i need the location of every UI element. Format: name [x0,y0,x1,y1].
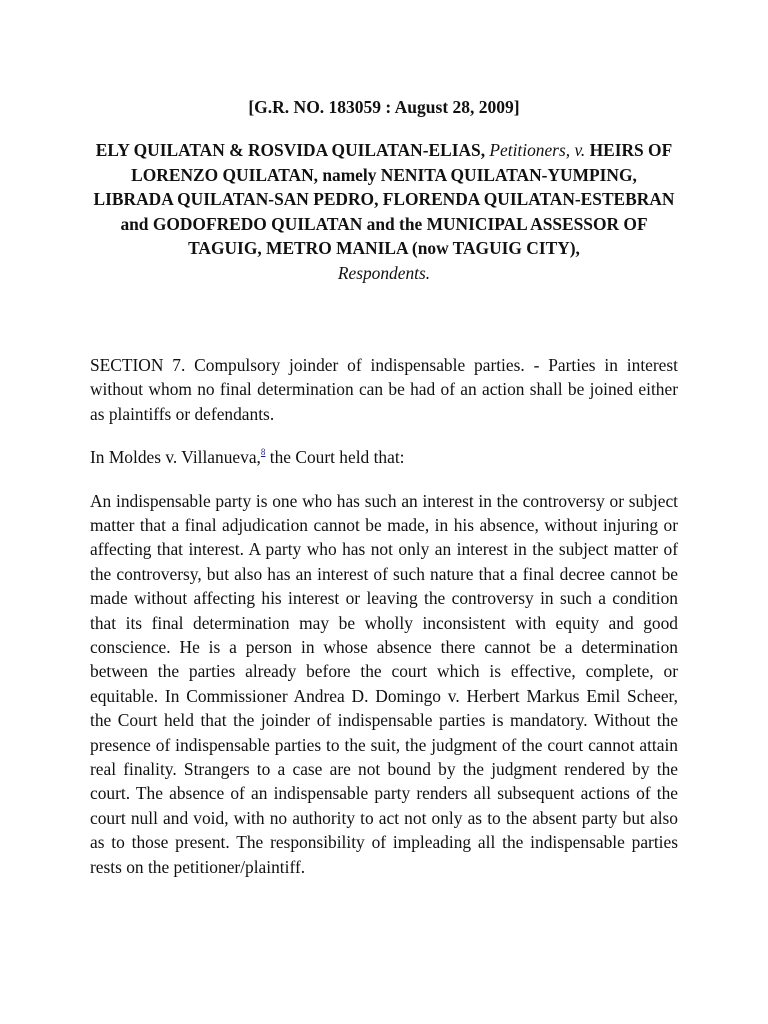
case-number-heading: [G.R. NO. 183059 : August 28, 2009] [248,97,520,117]
moldes-intro-paragraph [90,445,678,470]
intro-text: In Moldes v. Villanueva, [90,447,261,468]
section-7-paragraph: SECTION 7. Compulsory joinder of indispensable parties. - Parties in interest without whom no final determination can be had of an action shall be joined either as plaintiffs or defendants. [90,354,678,424]
footnote-8-link[interactable]: 8 [260,447,266,458]
respondents-names: HEIRS OF LORENZO QUILATAN, namely NENITA QUILATAN-YUMPING, LIBRADA QUILATAN-SAN PEDRO, FLORENDA QUILATAN-ESTEBRAN and GODOFREDO QUILATAN and the MUNICIPAL ASSESSOR OF TAGUIG, METRO MANILA (now TAGUIG CITY), [93,140,675,259]
intro-text-end: the Court held that: [265,447,405,468]
versus-label: v. [574,140,586,160]
respondents-label: Respondents. [337,262,431,283]
quoted-paragraph: An indispensable party is one who has such an interest in the controversy or subject matter that a final adjudication cannot be made, in his absence, without injuring or affecting that interest. A party who has not only an interest in the subject matter of the controversy, but also has an interest of such nature that a final decree cannot be made without affecting his interest or leaving the controversy in such a condition that its final determination may be wholly inconsistent with equity and good conscience. He is a person in whose absence there cannot be a determination between the parties already before the court which is effective, complete, or equitable. In Commissioner Andrea D. Domingo v. Herbert Markus Emil Scheer, the Court held that the joinder of indispensable parties is mandatory. Without the presence of indispensable parties to the suit, the judgment of the court cannot attain real finality. Strangers to a case are not bound by the judgment rendered by the court. The absence of an indispensable party renders all subsequent actions of the court null and void, with no authority to act not only as to the absent party but also as to those present. The responsibility of impleading all the indispensable parties rests on the petitioner/plaintiff. [90,490,678,877]
petitioners-names: ELY QUILATAN & ROSVIDA QUILATAN-ELIAS, [95,140,486,160]
case-caption [90,138,678,286]
petitioners-label: Petitioners, v. [489,140,586,160]
